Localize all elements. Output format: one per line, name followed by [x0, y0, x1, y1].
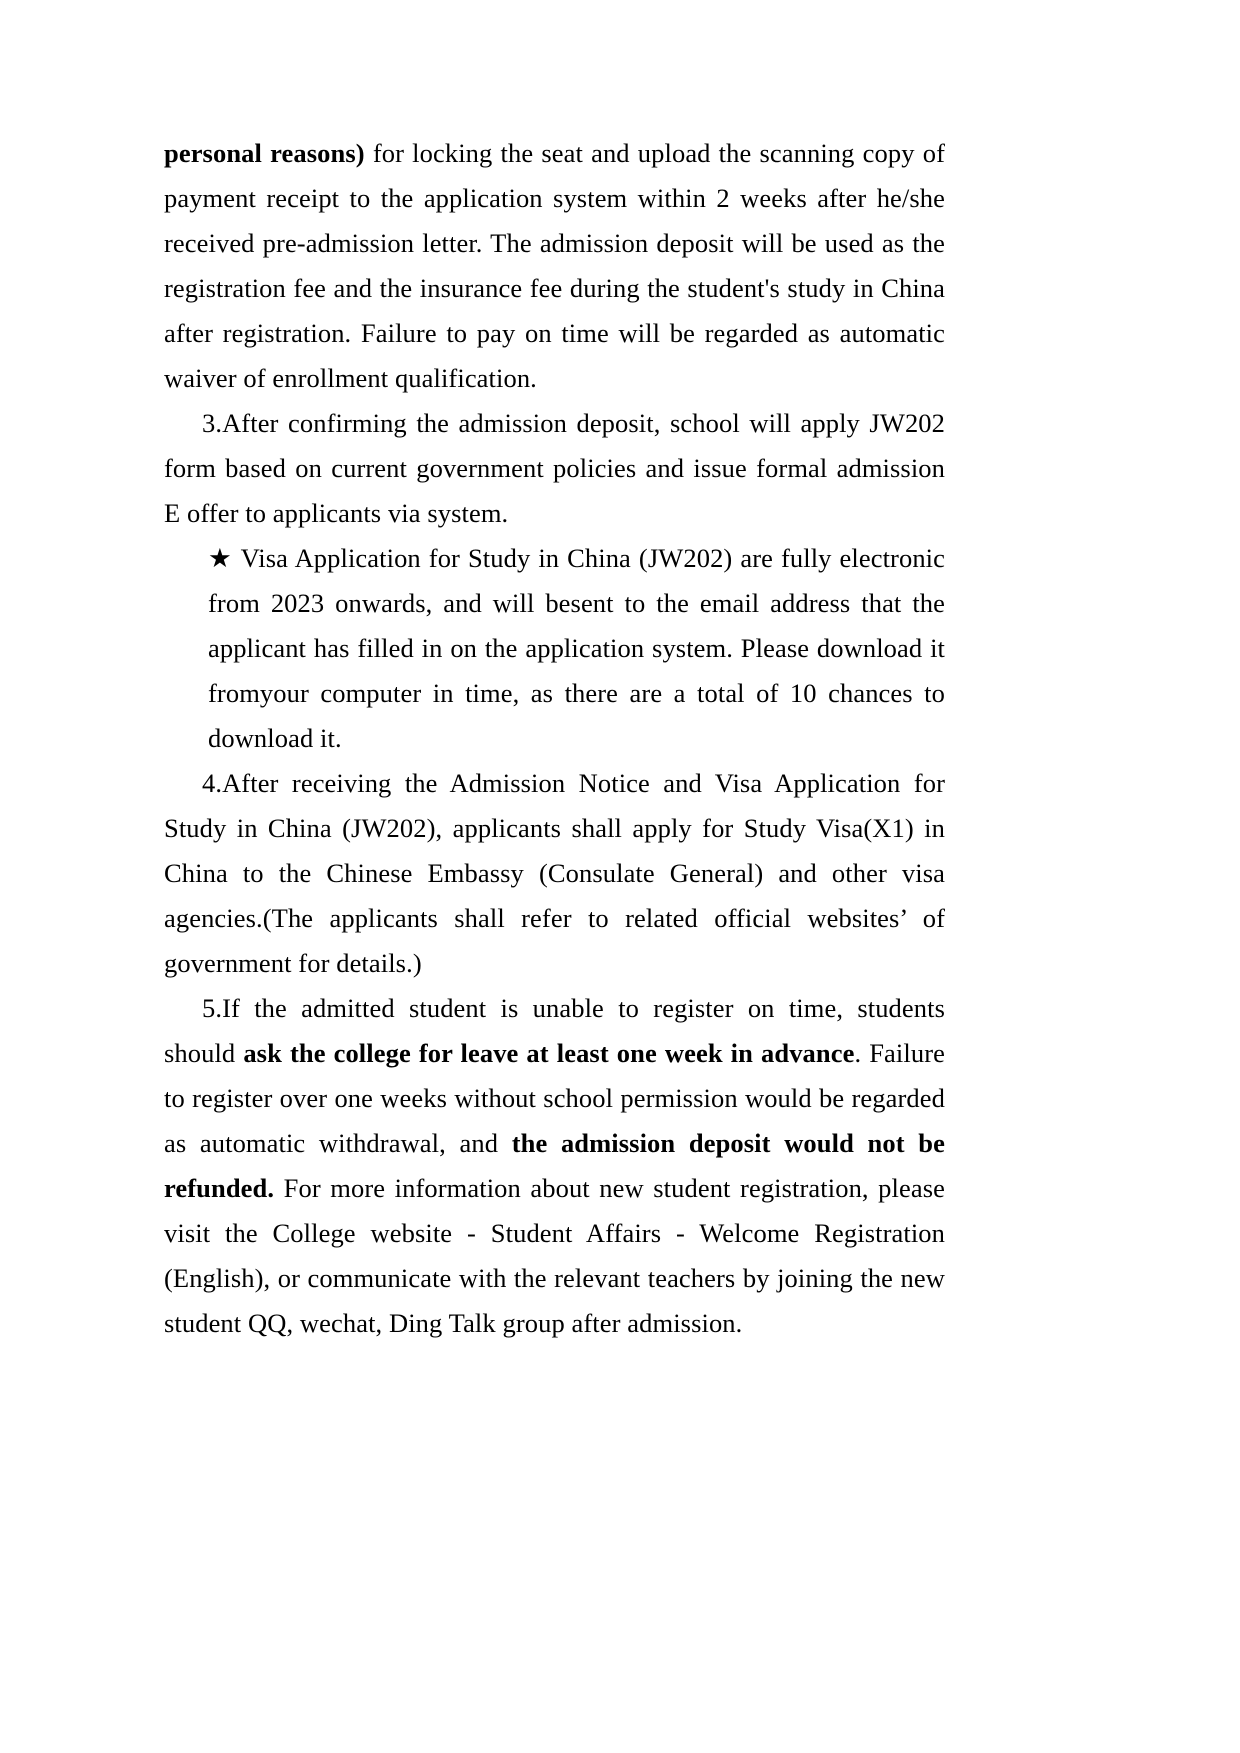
paragraph-star-note	[208, 536, 945, 761]
text-run-item-4: 4.After receiving the Admission Notice and Visa Application for Study in China (JW202), applicants shall apply for Study Visa(X1) in China to the Chinese Embassy (Consulate General) and other visa agencies.(The applicants shall refer to related official websites’ of government for details.)	[164, 768, 945, 978]
paragraph-item-3	[164, 401, 945, 536]
star-icon-and-note-text: ★ Visa Application for Study in China (JW202) are fully electronic from 2023 onwards, and will besent to the email address that the applicant has filled in on the application system. Please download it fromyour computer in time, as there are a total of 10 chances to download it.	[208, 543, 945, 753]
document-text-body	[164, 131, 945, 1346]
text-run-item-3: 3.After confirming the admission deposit, school will apply JW202 form based on current government policies and issue formal admission E offer to applicants via system.	[164, 408, 945, 528]
paragraph-item-5	[164, 986, 945, 1346]
text-run-item-5-b: . Failure to register over one weeks without school permission would be regarded as automatic withdrawal, and	[164, 1038, 945, 1158]
bold-run-personal-reasons: personal reasons)	[164, 138, 365, 168]
paragraph-continued-from-previous-page	[164, 131, 945, 401]
paragraph-item-4	[164, 761, 945, 986]
bold-run-ask-for-leave: ask the college for leave at least one week in advance	[243, 1038, 855, 1068]
bold-run-deposit-not-refunded: the admission deposit would not be refunded.	[164, 1128, 945, 1203]
text-run-locking-seat: for locking the seat and upload the scanning copy of payment receipt to the application system within 2 weeks after he/she received pre-admission letter. The admission deposit will be used as the registration fee and the insurance fee during the student's study in China after registration. Failure to pay on time will be regarded as automatic waiver of enrollment qualification.	[164, 138, 946, 393]
text-run-item-5-c: For more information about new student registration, please visit the College website - Student Affairs - Welcome Registration (English), or communicate with the relevant teachers by joining the new student QQ, wechat, Ding Talk group after admission.	[164, 1173, 945, 1338]
text-run-item-5-a: 5.If the admitted student is unable to register on time, students should	[164, 993, 945, 1068]
